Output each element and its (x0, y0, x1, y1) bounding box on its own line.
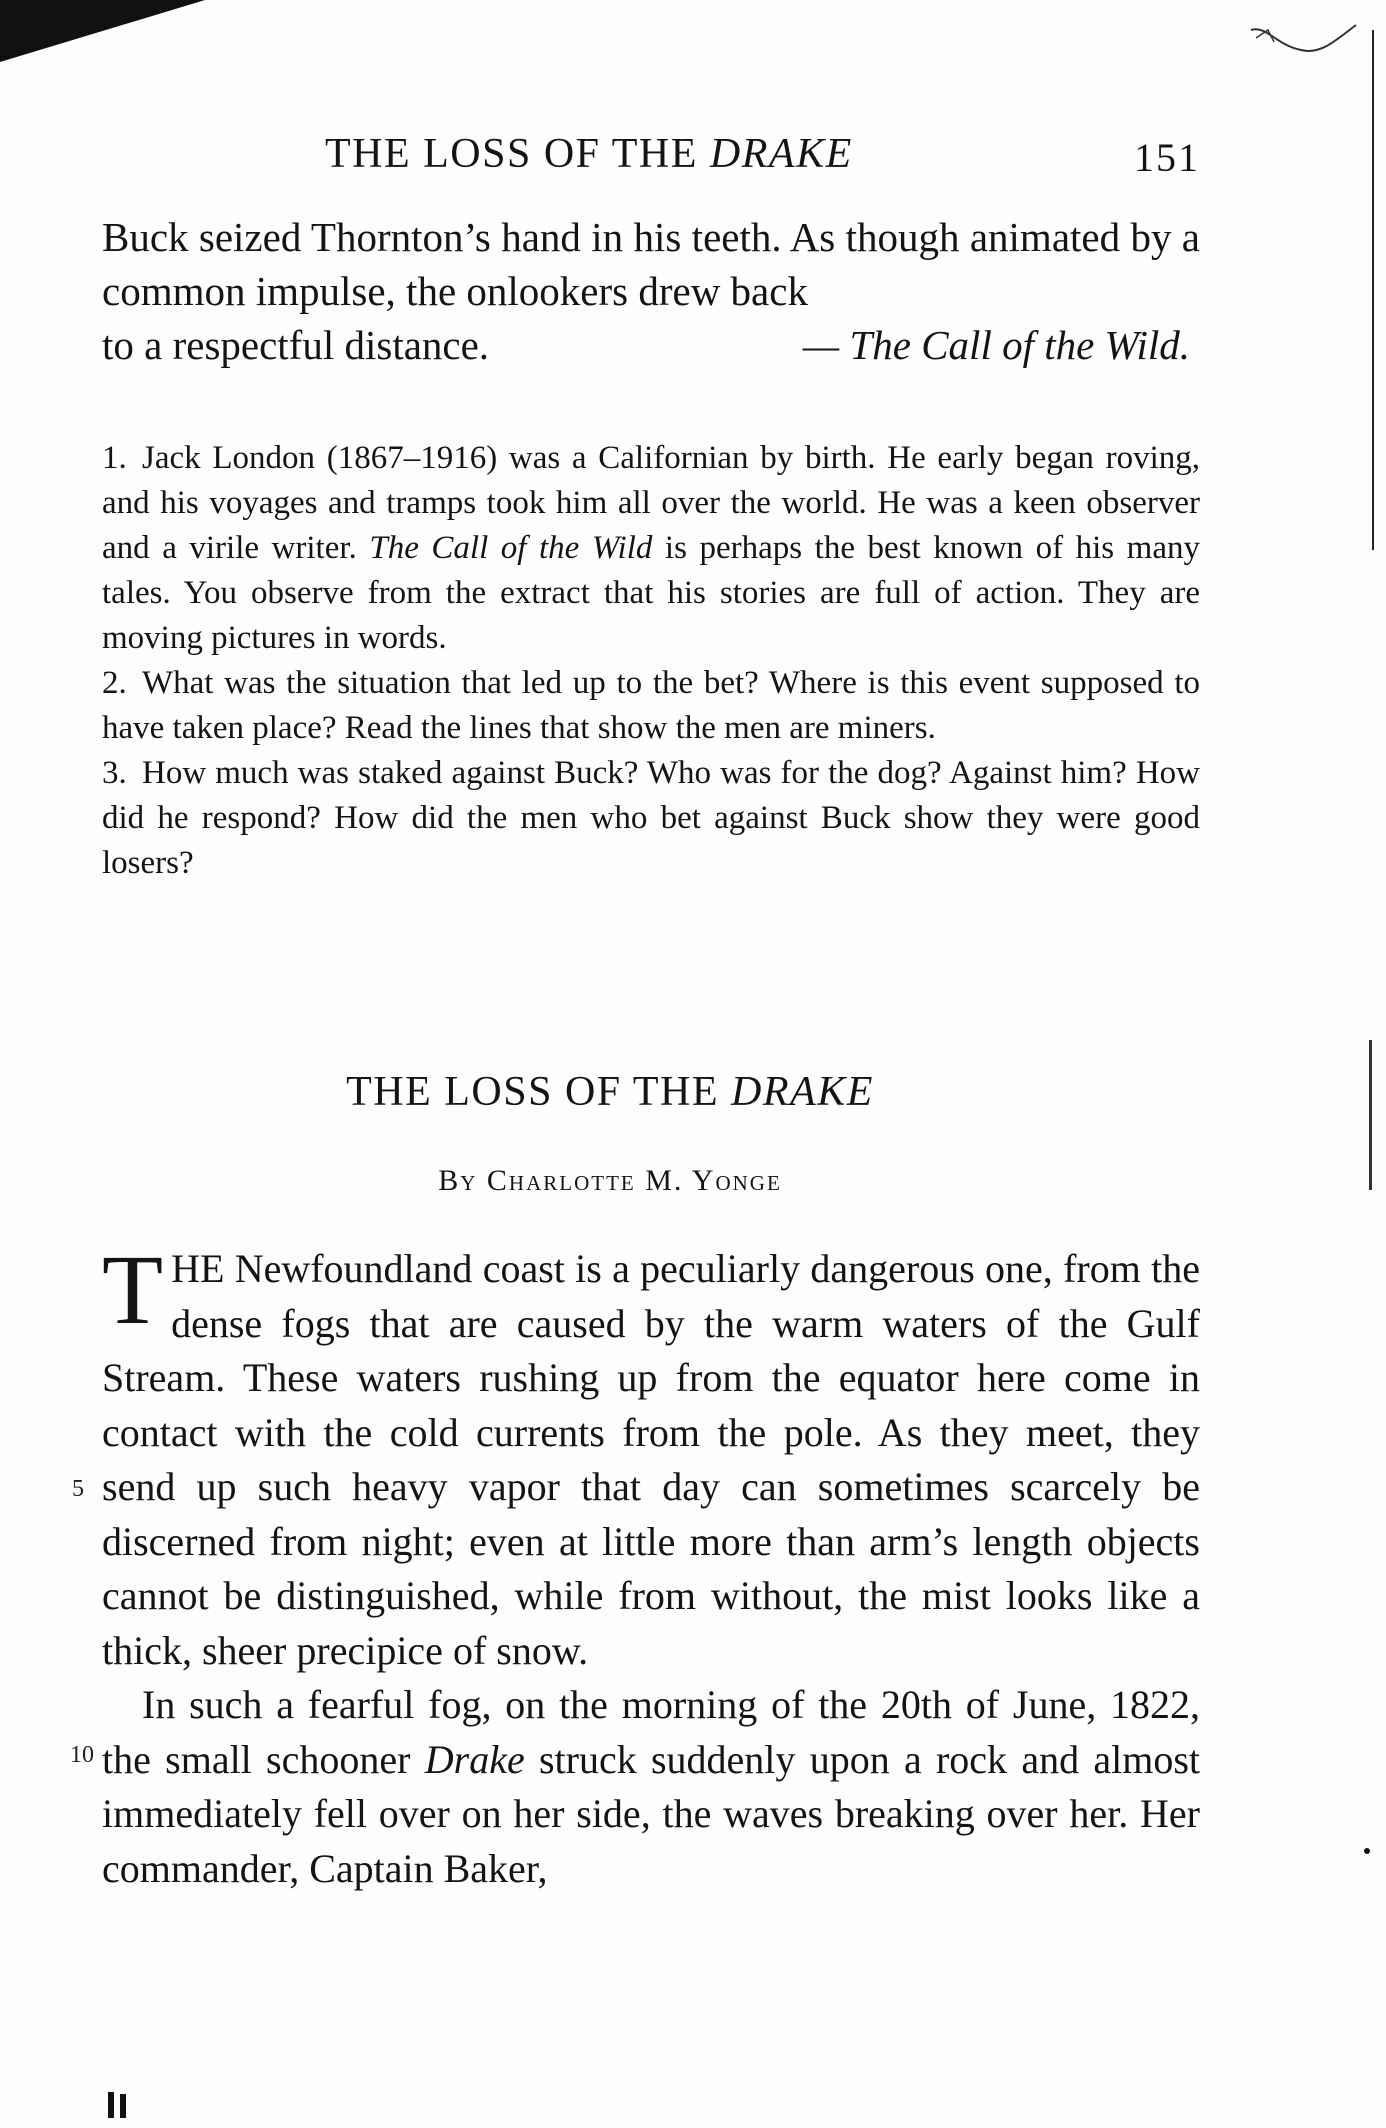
quote-block (102, 210, 1200, 372)
notes-section (102, 436, 1200, 886)
scan-edge-line (1372, 30, 1374, 550)
note-item: 2. What was the situation that led up to the bet? Where is this event supposed to have taken place? Read the lines that show the men are miners. (102, 661, 1200, 751)
section-title: THE LOSS OF THE DRAKE (346, 1069, 874, 1115)
paragraph: THE Newfoundland coast is a peculiarly dangerous one, from the dense fogs that are caused by the warm waters of the Gulf Stream. These waters rushing up from the equator here come in contact with the cold currents from the pole. As they meet, they send up such heavy vapor that day can sometimes scarcely be discerned from night; even at little more than arm’s length objects cannot be distinguished, while from without, the mist looks like a thick, sheer precipice of snow. (102, 1234, 1200, 1673)
book-title: The Call of the Wild (369, 530, 653, 566)
body-text (102, 1234, 1201, 1896)
quote-last-line: to a respectful distance. (102, 322, 490, 368)
scan-dot (1364, 1848, 1370, 1854)
note-item: 1. Jack London (1867–1916) was a Californian by birth. He early began roving, and his voyages and tramps took him all over the world. He was a keen observer and a virile writer. The Call of the Wild is perhaps the best known of his many tales. You observe from the extract that his stories are full of action. They are moving pictures in words. (102, 436, 1200, 661)
line-number: 10 (70, 1742, 94, 1768)
pencil-doodle-icon (1246, 20, 1366, 70)
running-title: THE LOSS OF THE DRAKE (325, 131, 853, 177)
scan-corner-shadow (0, 0, 205, 62)
running-head (0, 130, 1386, 190)
byline: By Charlotte M. Yonge (438, 1164, 782, 1197)
drop-cap: T (102, 1234, 164, 1345)
paragraph: In such a fearful fog, on the morning of the 20th of June, 1822, the small schooner Drake struck suddenly upon a rock and almost immediately fell over on her side, the waves breaking over her. Her commander, Captain Baker, (102, 1682, 1201, 1891)
quote-attribution: — The Call of the Wild. (802, 322, 1190, 368)
page-number: 151 (1134, 135, 1200, 180)
note-item: 3. How much was staked against Buck? Who was for the dog? Against him? How did he respond? How did the men who bet against Buck show they were good losers? (102, 751, 1200, 886)
quote-text: Buck seized Thornton’s hand in his teeth. As though animated by a common impulse, the onlookers drew back (102, 214, 1200, 314)
scan-edge-mark (1369, 1040, 1372, 1190)
line-number: 5 (72, 1476, 84, 1502)
note-number: 2. (102, 665, 127, 701)
note-number: 1. (102, 440, 127, 476)
note-number: 3. (102, 755, 127, 791)
scan-blot-icon (106, 2090, 132, 2120)
ship-name: Drake (424, 1736, 525, 1782)
